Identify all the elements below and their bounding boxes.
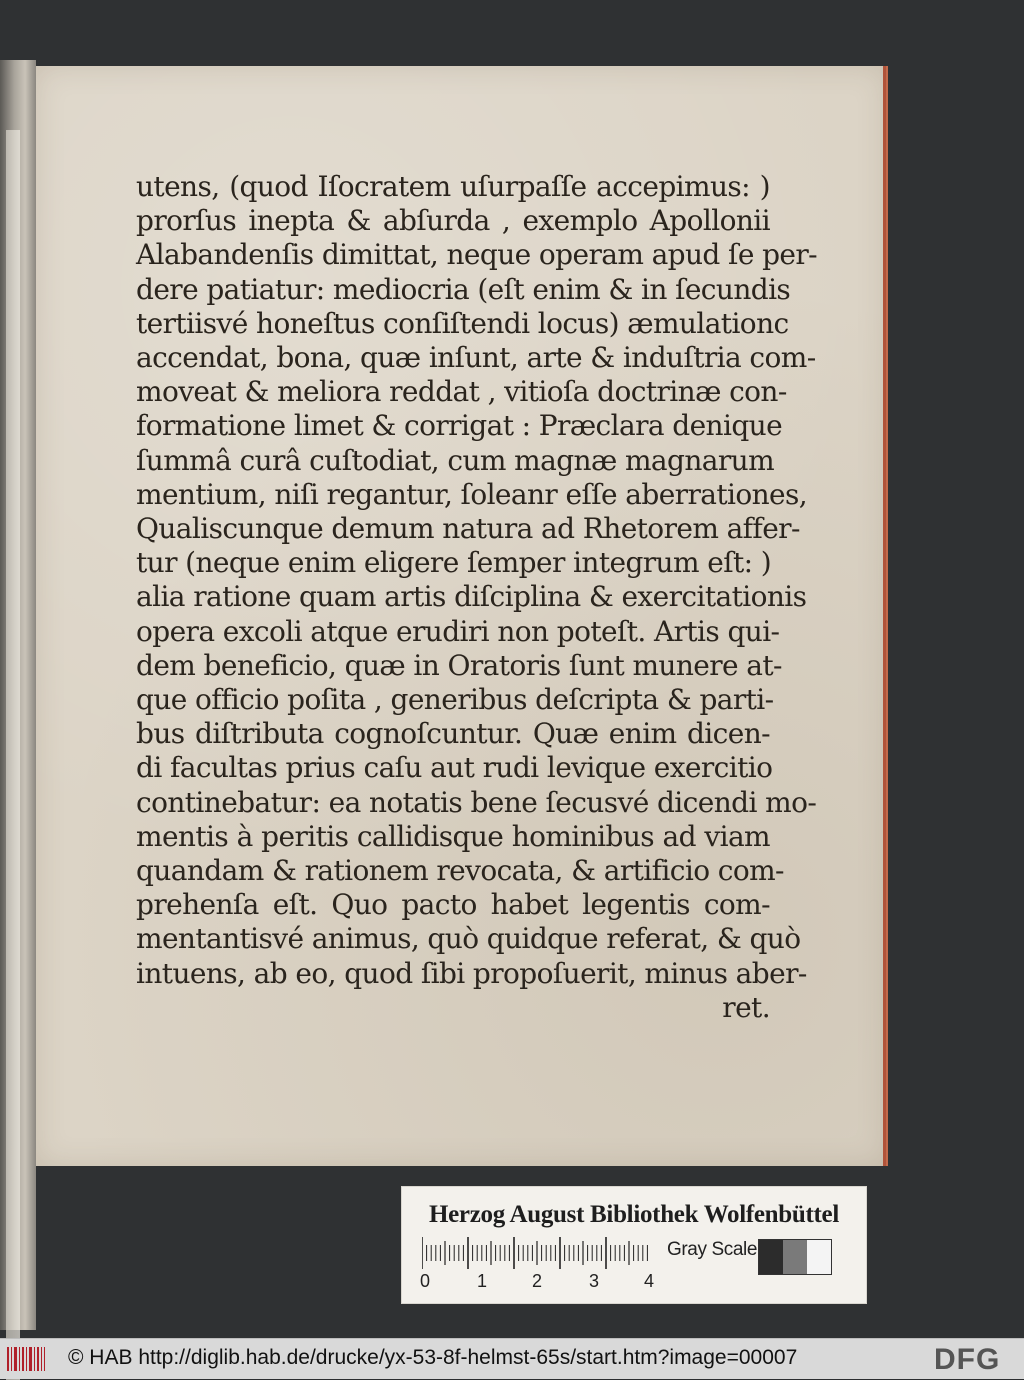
- text-line: Qualiscunque demum natura ad Rhetorem affer-: [136, 512, 800, 546]
- gray-scale-swatch: [758, 1239, 832, 1275]
- citation-link[interactable]: © HAB http://diglib.hab.de/drucke/yx-53-8f-helmst-65s/start.htm?image=00007: [68, 1346, 798, 1369]
- text-line: tertiisvé honeſtus conſiſtendi locus) æmulationc: [136, 306, 789, 340]
- barcode-logo-icon[interactable]: [6, 1345, 46, 1373]
- text-line: moveat & meliora reddat , vitioſa doctrinæ con-: [136, 375, 787, 409]
- ruler-number: 4: [644, 1271, 655, 1291]
- ruler-number: 1: [477, 1271, 488, 1291]
- book-page: [36, 66, 888, 1166]
- text-line: que officio poſita , generibus deſcripta & parti-: [136, 683, 774, 717]
- text-line: mentium, niſi regantur, ſoleanr eſſe aberrationes,: [136, 477, 808, 511]
- text-line: intuens, ab eo, quod ſibi propoſuerit, minus aber-: [136, 956, 807, 990]
- text-line: Alabandenſis dimittat, neque operam apud ſe per-: [136, 238, 818, 272]
- text-line: quandam & rationem revocata, & artificio com-: [136, 854, 784, 888]
- gray-step-black: [759, 1240, 783, 1274]
- text-line: continebatur: ea notatis bene ſecusvé dicendi mo-: [136, 785, 817, 819]
- text-line: ſummâ curâ cuſtodiat, cum magnæ magnarum: [136, 443, 775, 477]
- text-line: prorſus inepta & abſurda , exemplo Apollonii: [136, 204, 770, 238]
- ruler-number: 0: [420, 1271, 431, 1291]
- gray-step-white: [807, 1240, 831, 1274]
- catchword: ret.: [722, 990, 770, 1024]
- ruler-number: 3: [589, 1271, 600, 1291]
- text-line: bus diſtributa cognoſcuntur. Quæ enim dicen-: [136, 717, 770, 751]
- gray-scale-label: Gray Scale: [667, 1239, 757, 1260]
- ruler-number: 2: [532, 1271, 543, 1291]
- library-label-card: [401, 1186, 867, 1304]
- dfg-logo: DFG: [934, 1343, 1001, 1376]
- page-text-block: [136, 170, 818, 1025]
- footer-bar: [0, 1338, 1024, 1379]
- library-title: Herzog August Bibliothek Wolfenbüttel: [428, 1201, 839, 1228]
- text-line: dere patiatur: mediocria (eſt enim & in ſecundis: [136, 272, 791, 306]
- page-edge-highlight: [6, 130, 20, 1380]
- text-line: mentis à peritis callidisque hominibus ad viam: [136, 819, 770, 853]
- text-line: di facultas prius caſu aut rudi levique exercitio: [136, 751, 773, 785]
- text-line: opera excoli atque erudiri non poteſt. Artis qui-: [136, 614, 780, 648]
- text-line: accendat, bona, quæ inſunt, arte & induſtria com-: [136, 341, 816, 375]
- previous-page-edge: [0, 60, 36, 1330]
- ruler-numbers: [416, 1271, 666, 1295]
- text-line: tur (neque enim eligere ſemper integrum eſt: ): [136, 546, 772, 580]
- text-line: dem beneficio, quæ in Oratoris ſunt munere at-: [136, 648, 782, 682]
- text-line: alia ratione quam artis diſciplina & exercitationis: [136, 580, 807, 614]
- text-line: mentantisvé animus, quò quidque referat, & quò: [136, 922, 801, 956]
- gray-step-mid: [783, 1240, 807, 1274]
- text-line: formatione limet & corrigat : Præclara denique: [136, 409, 783, 443]
- text-line: prehenſa eſt. Quo pacto habet legentis com-: [136, 888, 770, 922]
- ruler-scale: [422, 1237, 650, 1269]
- text-line: utens, (quod Iſocratem uſurpaſſe accepimus: ): [136, 170, 770, 203]
